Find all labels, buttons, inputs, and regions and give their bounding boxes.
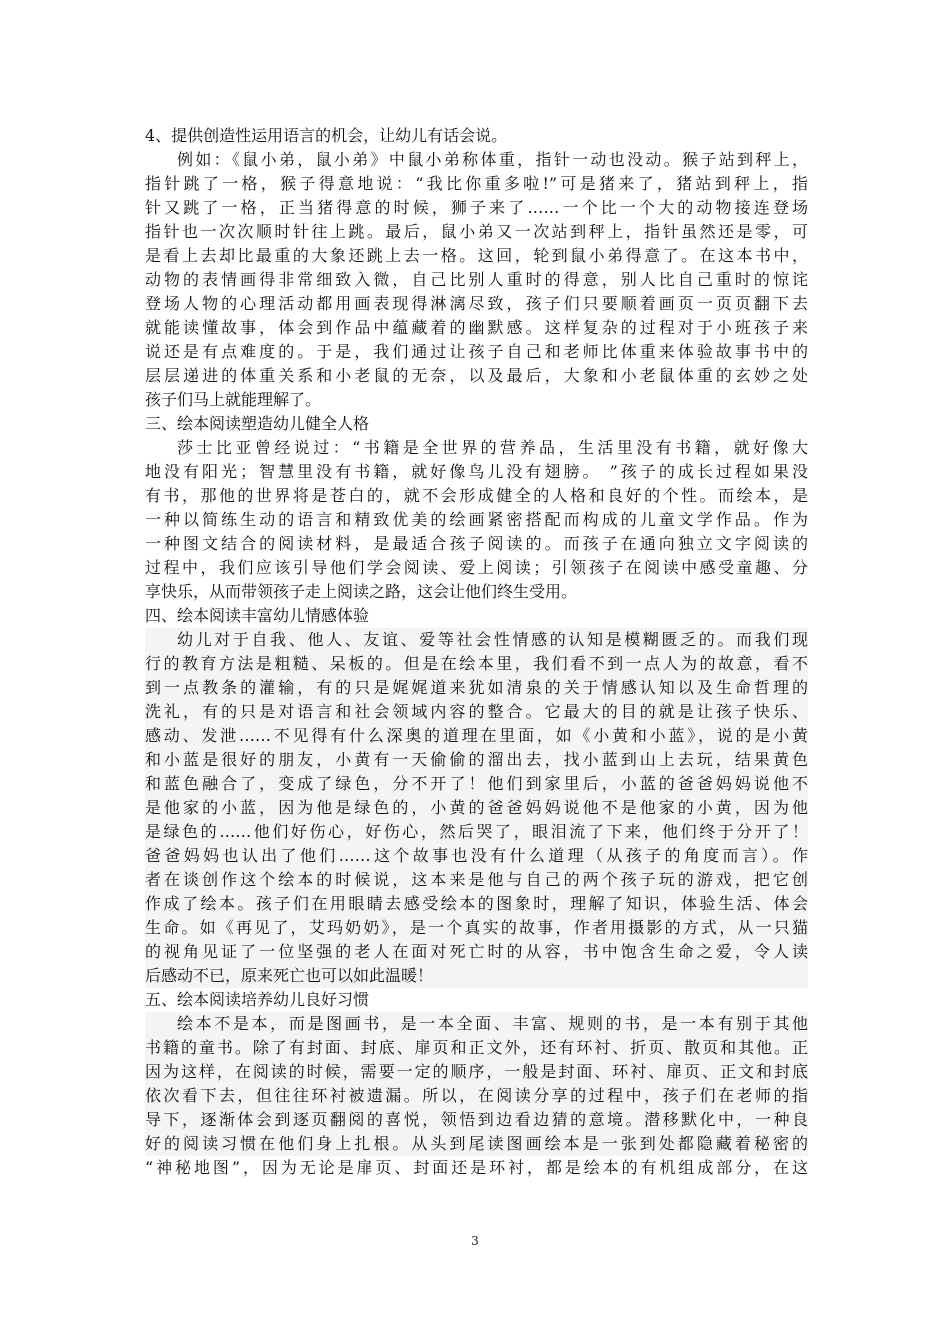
text-line: 一种以简练生动的语言和精致优美的绘画紧密搭配而构成的儿童文学作品。作为 (145, 510, 808, 529)
text-line: 说还是有点难度的。于是，我们通过让孩子自己和老师比体重来体验故事书中的 (145, 342, 808, 361)
text-line: 导下，逐渐体会到逐页翻阅的喜悦，领悟到边看边猜的意境。潜移默化中，一种良 (145, 1108, 808, 1132)
text-line: 是看上去却比最重的大象还跳上去一格。这回，轮到鼠小弟得意了。在这本书中， (145, 246, 808, 265)
text-line: 指针也一次次顺时针往上跳。最后，鼠小弟又一次站到秤上，指针虽然还是零，可 (145, 222, 808, 241)
text-line: 动物的表情画得非常细致入微，自己比别人重时的得意，别人比自己重时的惊诧 (145, 270, 808, 289)
text-line: 书籍的童书。除了有封面、封底、扉页和正文外，还有环衬、折页、散页和其他。正 (145, 1036, 808, 1060)
text-line: 因为这样，在阅读的时候，需要一定的顺序，一般是封面、环衬、扉页、正文和封底 (145, 1060, 808, 1084)
text-line: 作成了绘本。孩子们在用眼睛去感受绘本的图象时，理解了知识，体验生活、体会 (145, 892, 808, 916)
section-heading: 4、提供创造性运用语言的机会，让幼儿有话会说。 (145, 126, 508, 145)
section-heading: 四、绘本阅读丰富幼儿情感体验 (145, 606, 370, 625)
text-line: 孩子们马上就能理解了。 (145, 390, 322, 409)
text-line: 享快乐，从而带领孩子走上阅读之路，这会让他们终生受用。 (145, 582, 578, 601)
document-body (145, 124, 808, 1180)
text-line: 登场人物的心理活动都用画表现得淋漓尽致，孩子们只要顺着画页一页页翻下去 (145, 294, 808, 313)
text-line: 的视角见证了一位坚强的老人在面对死亡时的从容，书中饱含生命之爱，令人读 (145, 940, 808, 964)
text-line: 好的阅读习惯在他们身上扎根。从头到尾读图画绘本是一张到处都隐藏着秘密的 (145, 1132, 808, 1156)
text-line: 绘本不是本，而是图画书，是一本全面、丰富、规则的书，是一本有别于其他 (145, 1012, 808, 1036)
text-line: 幼儿对于自我、他人、友谊、爱等社会性情感的认知是模糊匮乏的。而我们现 (145, 628, 808, 652)
text-line: 依次看下去，但往往环衬被遗漏。所以，在阅读分享的过程中，孩子们在老师的指 (145, 1084, 808, 1108)
text-line: 就能读懂故事，体会到作品中蕴藏着的幽默感。这样复杂的过程对于小班孩子来 (145, 318, 808, 337)
text-line: 生命。如《再见了，艾玛奶奶》，是一个真实的故事，作者用摄影的方式，从一只猫 (145, 916, 808, 940)
text-line: 一种图文结合的阅读材料，是最适合孩子阅读的。而孩子在通向独立文字阅读的 (145, 534, 808, 553)
text-line: 指针跳了一格，猴子得意地说：“我比你重多啦!”可是猪来了，猪站到秤上，指 (145, 174, 808, 193)
text-line: 者在谈创作这个绘本的时候说，这本来是他与自己的两个孩子玩的游戏，把它创 (145, 868, 808, 892)
text-line: “神秘地图”，因为无论是扉页、封面还是环衬，都是绘本的有机组成部分，在这 (145, 1158, 808, 1177)
text-line: 针又跳了一格，正当猪得意的时候，狮子来了……一个比一个大的动物接连登场 (145, 198, 808, 217)
text-line: 过程中，我们应该引导他们学会阅读、爱上阅读；引领孩子在阅读中感受童趣、分 (145, 558, 808, 577)
text-line: 是他家的小蓝，因为他是绿色的，小黄的爸爸妈妈说他不是他家的小黄，因为他 (145, 796, 808, 820)
text-line: 是绿色的……他们好伤心，好伤心，然后哭了，眼泪流了下来，他们终于分开了！ (145, 820, 808, 844)
text-line: 后感动不已，原来死亡也可以如此温暖！ (145, 964, 808, 988)
section-heading: 五、绘本阅读培养幼儿良好习惯 (145, 990, 370, 1009)
text-line: 行的教育方法是粗糙、呆板的。但是在绘本里，我们看不到一点人为的故意，看不 (145, 652, 808, 676)
text-line: 感动、发泄……不见得有什么深奥的道理在里面，如《小黄和小蓝》，说的是小黄 (145, 724, 808, 748)
section-heading: 三、绘本阅读塑造幼儿健全人格 (145, 414, 370, 433)
text-line: 爸爸妈妈也认出了他们……这个故事也没有什么道理（从孩子的角度而言）。作 (145, 844, 808, 868)
text-line: 地没有阳光；智慧里没有书籍，就好像鸟儿没有翅膀。 ”孩子的成长过程如果没 (145, 462, 808, 481)
text-line: 莎士比亚曾经说过：“书籍是全世界的营养品，生活里没有书籍，就好像大 (177, 438, 808, 457)
text-line: 层层递进的体重关系和小老鼠的无奈，以及最后，大象和小老鼠体重的玄妙之处 (145, 366, 808, 385)
page-number: 3 (471, 1234, 479, 1248)
text-line: 和小蓝是很好的朋友，小黄有一天偷偷的溜出去，找小蓝到山上去玩，结果黄色 (145, 748, 808, 772)
text-line: 洗礼，有的只是对语言和社会领域内容的整合。它最大的目的就是让孩子快乐、 (145, 700, 808, 724)
text-line: 到一点教条的灌输，有的只是娓娓道来犹如清泉的关于情感认知以及生命哲理的 (145, 676, 808, 700)
text-line: 有书，那他的世界将是苍白的，就不会形成健全的人格和良好的个性。而绘本，是 (145, 486, 808, 505)
text-line: 例如：《鼠小弟，鼠小弟》中鼠小弟称体重，指针一动也没动。猴子站到秤上， (177, 150, 808, 169)
text-line: 和蓝色融合了，变成了绿色，分不开了！他们到家里后，小蓝的爸爸妈妈说他不 (145, 772, 808, 796)
